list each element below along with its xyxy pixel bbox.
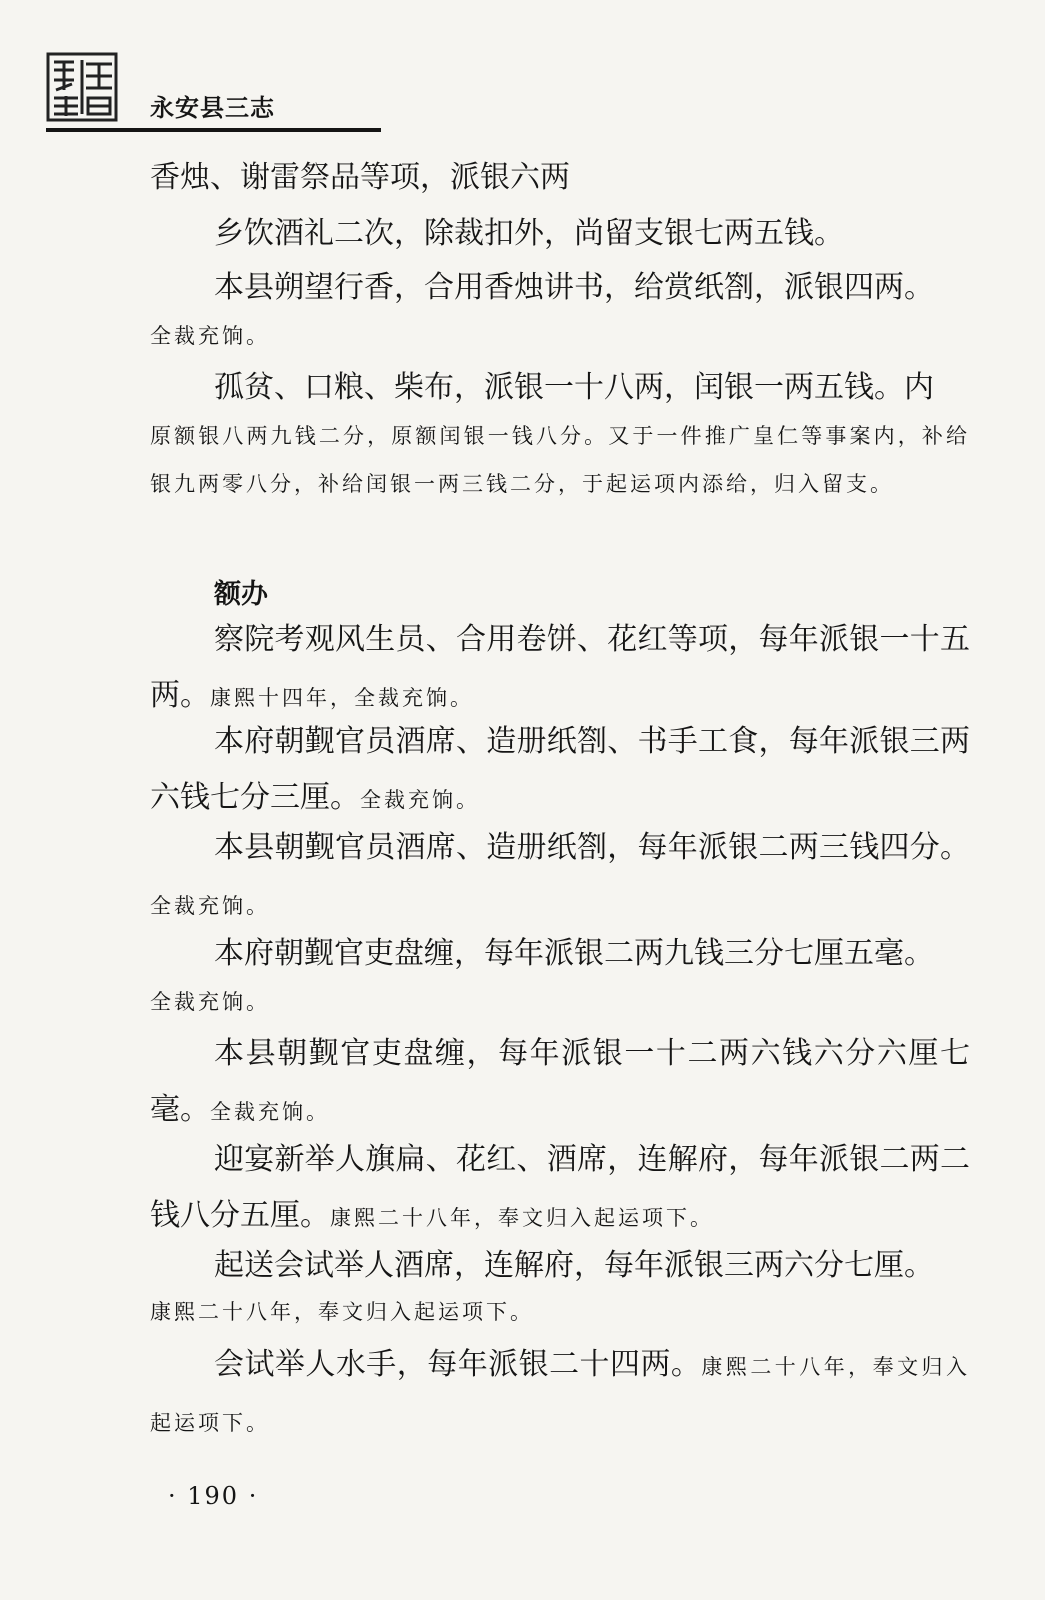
entry-note: 全裁充饷。 (150, 990, 270, 1014)
entry-text: 本府朝觐官吏盘缠，每年派银二两九钱三分七厘五毫。 (214, 936, 934, 971)
section-entry-6 (150, 1132, 970, 1246)
section-entry-7 (150, 1240, 970, 1292)
entry-text: 本县朔望行香，合用香烛讲书，给赏纸劄，派银四两。 (214, 270, 934, 305)
section-entry-4-note (150, 976, 970, 1028)
entry-2 (150, 208, 970, 260)
entry-text: 会试举人水手，每年派银二十四两。 (214, 1347, 702, 1382)
seal-logo (46, 52, 118, 122)
entry-note: 全裁充饷。 (210, 1100, 330, 1124)
page-number: · 190 · (168, 1482, 259, 1510)
entry-note: 康熙二十八年，奉文归入起运项下。 (330, 1206, 714, 1230)
entry-4-note (150, 412, 970, 508)
entry-note: 全裁充饷。 (360, 788, 480, 812)
section-entry-2 (150, 714, 970, 828)
entry-text: 乡饮酒礼二次，除裁扣外，尚留支银七两五钱。 (214, 216, 844, 251)
entry-note: 全裁充饷。 (150, 894, 270, 918)
entry-text: 起送会试举人酒席，连解府，每年派银三两六分七厘。 (214, 1248, 934, 1283)
section-entry-7-note (150, 1286, 970, 1338)
entry-text: 迎宴新举人旗扁、花红、酒席，连解府，每年派银二两二钱八分五厘。 (150, 1142, 970, 1233)
entry-text: 孤贫、口粮、柴布，派银一十八两，闰银一两五钱。内 (214, 370, 934, 405)
book-title: 永安县三志 (150, 94, 275, 122)
entry-note: 全裁充饷。 (150, 324, 270, 348)
entry-text: 香烛、谢雷祭品等项，派银六两 (150, 160, 570, 195)
section-heading: 额办 (214, 579, 268, 610)
entry-1 (150, 152, 970, 204)
section-entry-8 (150, 1338, 970, 1450)
entry-note: 康熙二十八年，奉文归入起运项下。 (150, 1355, 971, 1435)
header-rule (46, 128, 381, 132)
entry-text: 察院考观风生员、合用卷饼、花红等项，每年派银一十五两。 (150, 622, 970, 713)
section-entry-3 (150, 820, 970, 934)
entry-text: 本县朝觐官吏盘缠，每年派银一十二两六钱六分六厘七毫。 (150, 1036, 970, 1127)
section-entry-1 (150, 612, 970, 726)
entry-note: 原额银八两九钱二分，原额闰银一钱八分。又于一件推广皇仁等事案内，补给银九两零八分，补给闰银一两三钱二分，于起运项内添给，归入留支。 (150, 424, 970, 496)
entry-note: 康熙二十八年，奉文归入起运项下。 (150, 1300, 534, 1324)
entry-text: 本府朝觐官员酒席、造册纸劄、书手工食，每年派银三两六钱七分三厘。 (150, 724, 970, 815)
entry-3-note (150, 310, 970, 362)
entry-note: 康熙十四年，全裁充饷。 (210, 686, 474, 710)
entry-4 (150, 362, 970, 414)
section-entry-4 (150, 928, 970, 980)
section-entry-5 (150, 1026, 970, 1140)
entry-text: 本县朝觐官员酒席、造册纸劄，每年派银二两三钱四分。 (214, 830, 970, 865)
entry-3 (150, 262, 970, 314)
